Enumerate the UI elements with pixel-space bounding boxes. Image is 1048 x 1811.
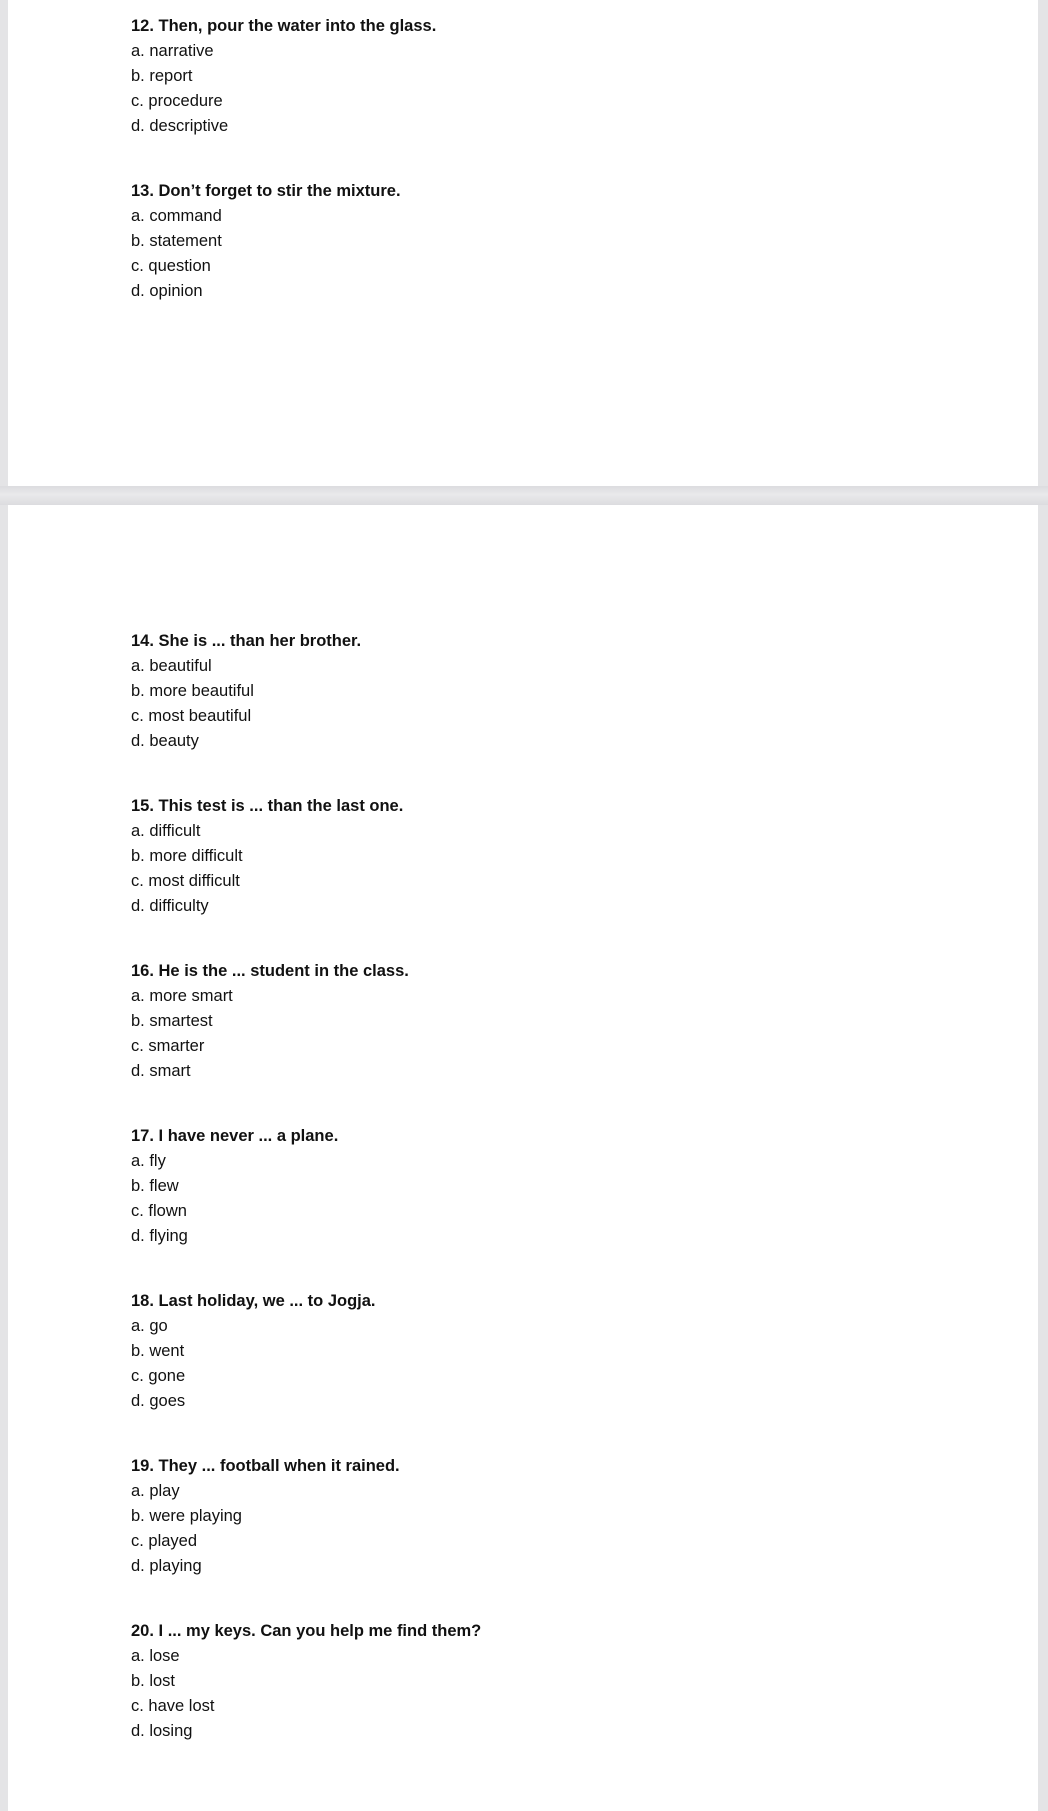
- answer-option: d. beauty: [131, 732, 199, 750]
- answer-option: c. question: [131, 257, 211, 275]
- question-text: 13. Don’t forget to stir the mixture.: [131, 182, 401, 200]
- answer-option: b. went: [131, 1342, 185, 1360]
- question-text: 20. I ... my keys. Can you help me find them?: [131, 1622, 482, 1640]
- answer-option: b. more difficult: [131, 847, 243, 865]
- answer-option: c. smarter: [131, 1037, 205, 1055]
- question-text: 18. Last holiday, we ... to Jogja.: [131, 1292, 376, 1310]
- question-17: [131, 1124, 338, 1249]
- answer-option: a. fly: [131, 1152, 166, 1170]
- answer-option: d. opinion: [131, 282, 203, 300]
- question-19: [131, 1454, 400, 1579]
- answer-option: d. playing: [131, 1557, 202, 1575]
- answer-option: d. difficulty: [131, 897, 209, 915]
- answer-option: c. have lost: [131, 1697, 215, 1715]
- answer-option: a. command: [131, 207, 222, 225]
- page-separator: [0, 486, 1048, 505]
- answer-option: c. gone: [131, 1367, 186, 1385]
- answer-option: c. most difficult: [131, 872, 240, 890]
- answer-option: b. more beautiful: [131, 682, 254, 700]
- question-16: [131, 959, 409, 1084]
- question-text: 14. She is ... than her brother.: [131, 632, 362, 650]
- answer-option: d. flying: [131, 1227, 188, 1245]
- answer-option: a. narrative: [131, 42, 214, 60]
- answer-option: b. statement: [131, 232, 222, 250]
- question-text: 17. I have never ... a plane.: [131, 1127, 339, 1145]
- answer-option: d. descriptive: [131, 117, 229, 135]
- question-text: 19. They ... football when it rained.: [131, 1457, 400, 1475]
- question-14: [131, 629, 361, 754]
- answer-option: b. were playing: [131, 1507, 242, 1525]
- answer-option: a. play: [131, 1482, 180, 1500]
- answer-option: c. most beautiful: [131, 707, 252, 725]
- question-text: 16. He is the ... student in the class.: [131, 962, 409, 980]
- answer-option: d. losing: [131, 1722, 193, 1740]
- question-18: [131, 1289, 376, 1414]
- answer-option: d. goes: [131, 1392, 186, 1410]
- question-text: 15. This test is ... than the last one.: [131, 797, 404, 815]
- answer-option: c. played: [131, 1532, 198, 1550]
- question-text: 12. Then, pour the water into the glass.: [131, 17, 437, 35]
- answer-option: b. smartest: [131, 1012, 213, 1030]
- answer-option: b. flew: [131, 1177, 179, 1195]
- question-20: [131, 1619, 481, 1744]
- answer-option: a. lose: [131, 1647, 180, 1665]
- answer-option: b. report: [131, 67, 193, 85]
- question-12: [131, 14, 436, 139]
- answer-option: a. beautiful: [131, 657, 212, 675]
- answer-option: d. smart: [131, 1062, 191, 1080]
- answer-option: c. flown: [131, 1202, 187, 1220]
- question-13: [131, 179, 401, 304]
- answer-option: a. difficult: [131, 822, 201, 840]
- answer-option: a. go: [131, 1317, 168, 1335]
- answer-option: c. procedure: [131, 92, 223, 110]
- answer-option: a. more smart: [131, 987, 233, 1005]
- answer-option: b. lost: [131, 1672, 176, 1690]
- question-15: [131, 794, 403, 919]
